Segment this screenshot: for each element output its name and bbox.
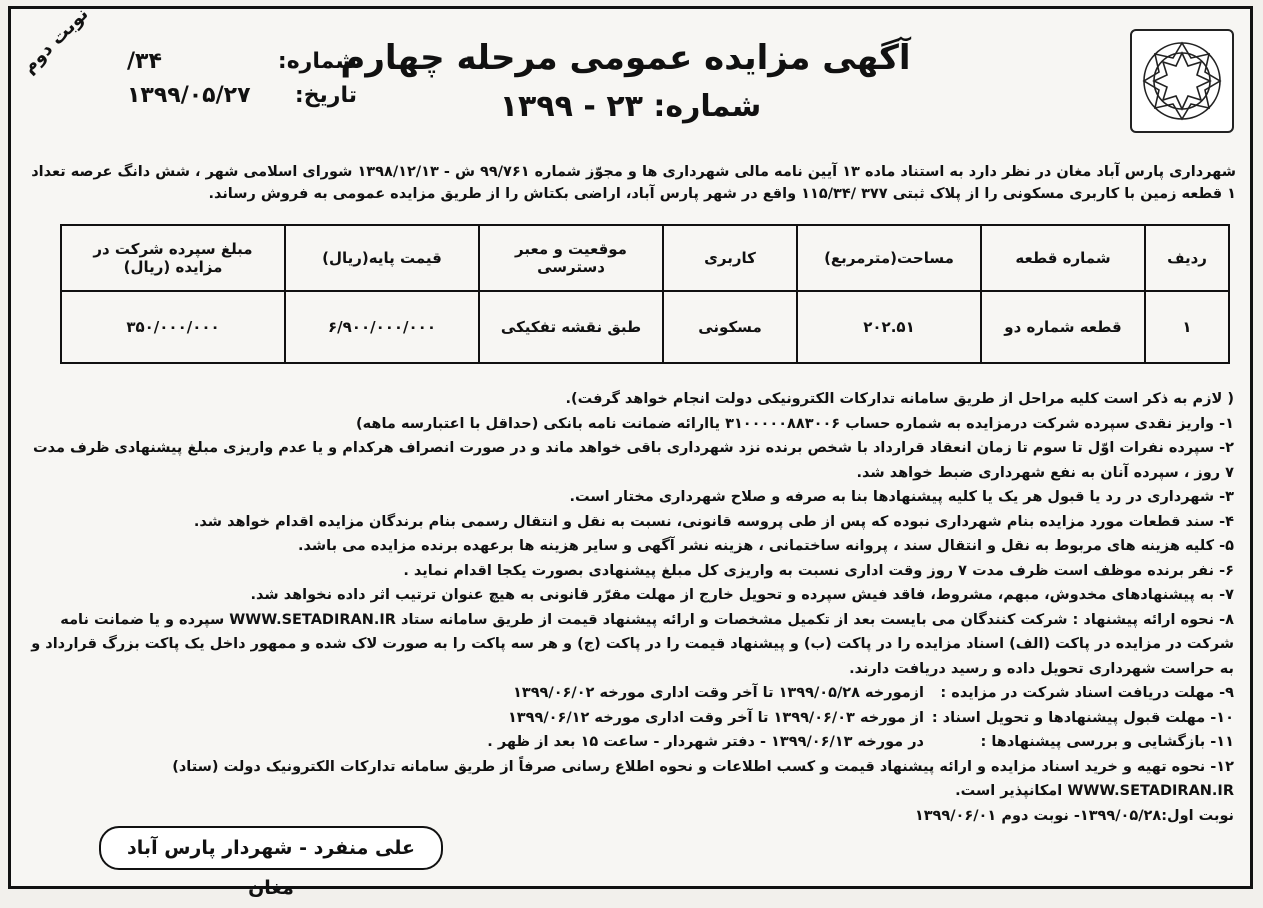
cell-location: طبق نقشه تفکیکی — [479, 291, 663, 363]
advertisement-page — [8, 3, 1253, 899]
note-1: ۱- واریز نقدی سپرده شرکت درمزایده به شماره حساب ۳۱۰۰۰۰۰۸۸۳۰۰۶ یاارائه ضمانت نامه بانکی (حداقل با اعتبارسه ماهه) — [356, 415, 1234, 432]
note-10-label: ۱۰- مهلت قبول پیشنهادها و تحویل اسناد : — [931, 709, 1234, 726]
intro-text: شهرداری پارس آباد مغان در نظر دارد به استناد ماده ۱۳ آیین نامه مالی شهرداری ها و مجوّز شماره ۹۹/۷۶۱ ش - ۱۳۹۸/۱۲/۱۳ شورای اسلامی شهر ، شش دانگ عرصه تعداد ۱ قطعه زمین با کاربری مسکونی را از پلاک ثبتی ۳۷۷ /۱۱۵/۳۴ واقع در شهر پارس آباد، اراضی بکتاش را از طریق مزایده عمومی به فروش رساند. — [31, 164, 1236, 202]
note-11 — [31, 730, 1234, 755]
cell-deposit: ۳۵۰/۰۰۰/۰۰۰ — [61, 291, 285, 363]
ad-number: شماره: ۲۳ - ۱۳۹۹ — [499, 89, 762, 124]
table-header-row — [61, 225, 1229, 291]
lots-table — [60, 224, 1230, 364]
municipality-logo-icon — [1130, 29, 1234, 133]
note-2: ۲- سپرده نفرات اوّل تا سوم تا زمان انعقاد قرارداد با شخص برنده نزد شهرداری باقی خواهد ماند و در صورت انصراف هرکدام و یا عدم واریزی مبلغ پیشنهادی ظرف مدت ۷ روز ، سپرده آنان به نفع شهرداری ضبط خواهد شد. — [33, 440, 1234, 481]
note-5: ۵- کلیه هزینه های مربوط به نقل و انتقال سند ، پروانه ساختمانی ، هزینه نشر آگهی و سایر هزینه ها برعهده برنده مزایده می باشد. — [298, 538, 1234, 554]
conditions-list — [31, 387, 1234, 828]
note-12: ۱۲- نحوه تهیه و خرید اسناد مزایده و ارائه پیشنهاد قیمت و کسب اطلاعات و نحوه اطلاع رسانی صرفاً از طریق سامانه تدارکات الکترونیک دولت (ستاد) — [172, 758, 1234, 775]
number-label: شماره: — [277, 49, 357, 74]
page-title: آگهی مزایده عمومی مرحله چهارم — [340, 38, 911, 78]
col-row: ردیف — [1145, 225, 1229, 291]
col-base-price: قیمت پایه(ریال) — [285, 225, 479, 291]
note-9-value: ازمورخه ۱۳۹۹/۰۵/۲۸ تا آخر وقت اداری مورخه ۱۳۹۹/۰۶/۰۲ — [513, 685, 924, 701]
number-value: ۳۴/ — [127, 49, 162, 74]
note-6: ۶- نفر برنده موظف است ظرف مدت ۷ روز وقت اداری نسبت به واریزی کل مبلغ پیشنهادی بصورت یکجا اقدام نماید . — [403, 562, 1234, 579]
date-label: تاریخ: — [294, 83, 357, 108]
note-11-value: در مورخه ۱۳۹۹/۰۶/۱۳ - دفتر شهردار - ساعت ۱۵ بعد از ظهر . — [487, 734, 924, 750]
note-11-label: ۱۱- بازگشایی و بررسی پیشنهادها : — [980, 734, 1234, 750]
note-7: ۷- به پیشنهادهای مخدوش، مبهم، مشروط، فاقد فیش سپرده و تحویل خارج از مهلت مقرّر قانونی به هیچ عنوان ترتیب اثر داده نخواهد شد. — [250, 587, 1234, 603]
col-area: مساحت(مترمربع) — [797, 225, 981, 291]
cell-base-price: ۶/۹۰۰/۰۰۰/۰۰۰ — [285, 291, 479, 363]
note-8-part-a: ۸- نحوه ارائه پیشنهاد : شرکت کنندگان می بایست بعد از تکمیل مشخصات و ارائه پیشنهاد قیمت از طریق سامانه ستاد — [401, 611, 1234, 628]
cell-row: ۱ — [1145, 291, 1229, 363]
col-usage: کاربری — [663, 225, 797, 291]
note-9-label: ۹- مهلت دریافت اسناد شرکت در مزایده : — [940, 685, 1234, 701]
col-lot-number: شماره قطعه — [981, 225, 1145, 291]
cell-lot-number: قطعه شماره دو — [981, 291, 1145, 363]
note-12-tail — [31, 779, 1234, 804]
publish-dates: نوبت اول:۱۳۹۹/۰۵/۲۸- نوبت دوم ۱۳۹۹/۰۶/۰۱ — [914, 807, 1234, 824]
cell-usage: مسکونی — [663, 291, 797, 363]
col-deposit: مبلغ سپرده شرکت در مزایده (ریال) — [61, 225, 285, 291]
note-12-tail-text: امکانپذیر است. — [955, 783, 1063, 799]
header — [17, 3, 1244, 151]
corner-badge: نوبت دوم — [18, 3, 93, 78]
number-date-block — [127, 45, 357, 113]
note-4: ۴- سند قطعات مورد مزایده بنام شهرداری نبوده که پس از طی پروسه قانونی، نسبت به نقل و انتقال رسمی بنام برندگان مزایده اقدام خواهد شد. — [193, 513, 1234, 530]
mayor-signature: علی منفرد - شهردار پارس آباد مغان — [99, 826, 443, 870]
note-10-value: از مورخه ۱۳۹۹/۰۶/۰۳ تا آخر وقت اداری مورخه ۱۳۹۹/۰۶/۱۲ — [507, 709, 924, 726]
table-row — [61, 291, 1229, 363]
note-0: ( لازم به ذکر است کلیه مراحل از طریق سامانه تدارکات الکترونیکی دولت انجام خواهد گرفت). — [565, 391, 1234, 407]
note-3: ۳- شهرداری در رد یا قبول هر یک یا کلیه پیشنهادها بنا به صرفه و صلاح شهرداری مختار است. — [569, 489, 1234, 505]
date-value: ۱۳۹۹/۰۵/۲۷ — [127, 83, 251, 108]
col-location: موقعیت و معبر دسترسی — [479, 225, 663, 291]
note-8-part-b: سپرده و یا ضمانت نامه شرکت در مزایده در پاکت (الف) اسناد مزایده را در پاکت (ب) و پیشنهاد قیمت را در پاکت (ج) و هر سه پاکت را به صورت لاک شده و ممهور داخل یک پاکت بزرگ قرارداد و به حراست شهرداری تحویل داده و رسید دریافت دارند. — [31, 611, 1234, 677]
cell-area: ۲۰۲.۵۱ — [797, 291, 981, 363]
note-10 — [31, 706, 1234, 731]
setad-website-link: WWW.SETADIRAN.IR — [229, 611, 396, 628]
note-9 — [31, 681, 1234, 706]
setad-website-link-2: WWW.SETADIRAN.IR — [1067, 783, 1234, 799]
note-8 — [31, 608, 1234, 682]
